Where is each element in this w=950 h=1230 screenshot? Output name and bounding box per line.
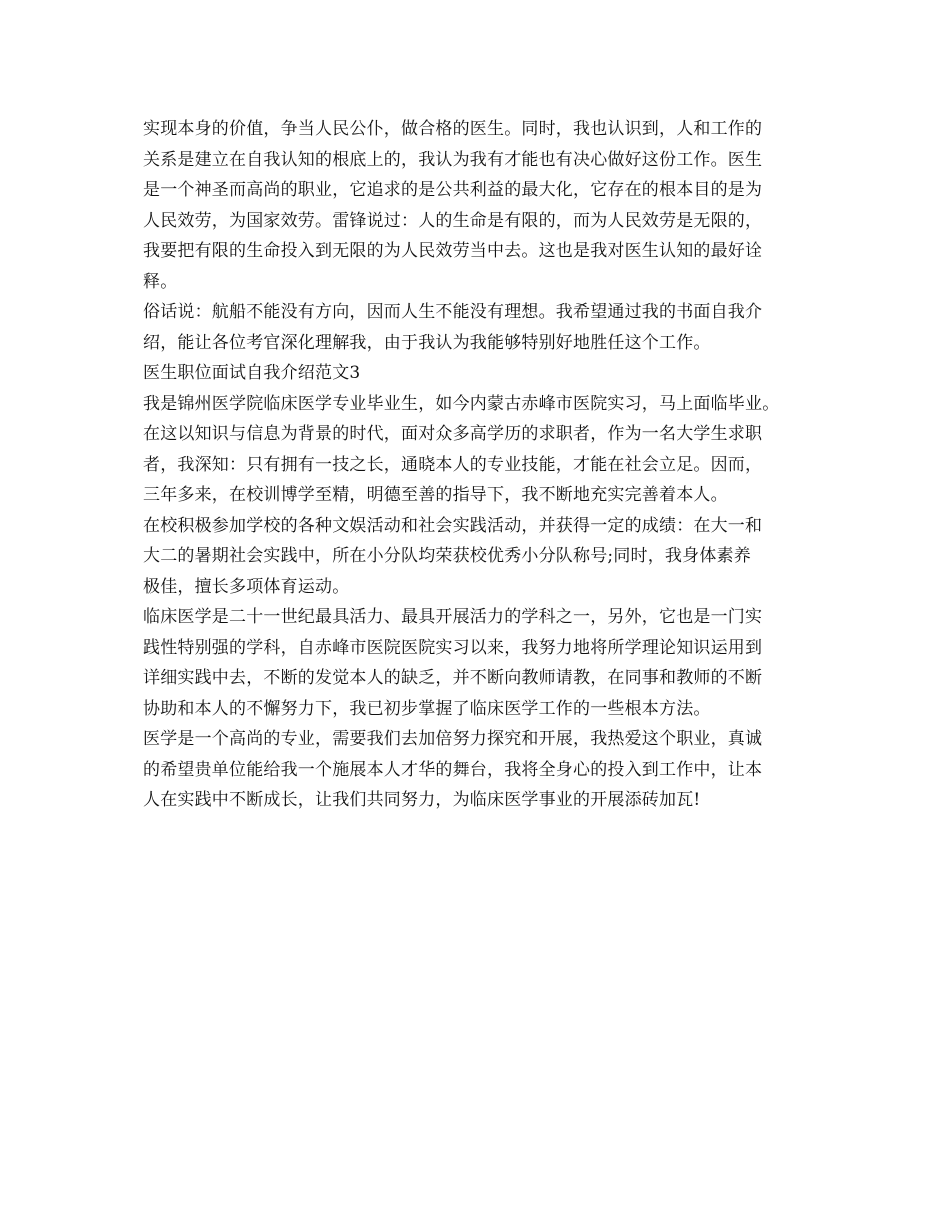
text-line: 是一个神圣而高尚的职业，它追求的是公共利益的最大化，它存在的根本目的是为 [143, 180, 763, 200]
text-line: 大二的暑期社会实践中，所在小分队均荣获校优秀小分队称号;同时，我身体素养 [143, 546, 751, 566]
text-line: 详细实践中去，不断的发觉本人的缺乏，并不断向教师请教，在同事和教师的不断 [143, 668, 763, 688]
text-line: 俗话说：航船不能没有方向，因而人生不能没有理想。我希望通过我的书面自我介 [143, 302, 763, 322]
text-line: 医学是一个高尚的专业，需要我们去加倍努力探究和开展，我热爱这个职业，真诚 [143, 729, 763, 749]
text-line: 极佳，擅长多项体育运动。 [143, 576, 350, 597]
text-line: 人在实践中不断成长，让我们共同努力，为临床医学事业的开展添砖加瓦! [143, 790, 701, 810]
document-body [143, 114, 823, 816]
text-line: 在这以知识与信息为背景的时代，面对众多高学历的求职者，作为一名大学生求职 [143, 424, 763, 444]
text-line: 绍，能让各位考官深化理解我，由于我认为我能够特别好地胜任这个工作。 [143, 332, 711, 353]
text-line: 践性特别强的学科，自赤峰市医院医院实习以来，我努力地将所学理论知识运用到 [143, 637, 763, 658]
text-line: 释。 [143, 271, 178, 292]
text-line: 我是锦州医学院临床医学专业毕业生，如今内蒙古赤峰市医院实习，马上面临毕业。 [143, 393, 780, 414]
text-line: 实现本身的价值，争当人民公仆，做合格的医生。同时，我也认识到，人和工作的 [143, 119, 763, 139]
text-line: 人民效劳，为国家效劳。雷锋说过：人的生命是有限的，而为人民效劳是无限的， [143, 210, 763, 231]
text-line: 临床医学是二十一世纪最具活力、最具开展活力的学科之一，另外，它也是一门实 [143, 607, 763, 627]
text-line: 的希望贵单位能给我一个施展本人才华的舞台，我将全身心的投入到工作中，让本 [143, 759, 763, 780]
text-line: 协助和本人的不懈努力下，我已初步掌握了临床医学工作的一些根本方法。 [143, 698, 711, 719]
text-line: 在校积极参加学校的各种文娱活动和社会实践活动，并获得一定的成绩：在大一和 [143, 515, 763, 536]
text-line: 我要把有限的生命投入到无限的为人民效劳当中去。这也是我对医生认知的最好诠 [143, 241, 763, 261]
text-line: 者，我深知：只有拥有一技之长，通晓本人的专业技能，才能在社会立足。因而， [143, 454, 763, 475]
section-heading: 医生职位面试自我介绍范文3 [143, 363, 361, 383]
text-line: 关系是建立在自我认知的根底上的，我认为我有才能也有决心做好这份工作。医生 [143, 149, 763, 170]
text-line: 三年多来，在校训博学至精，明德至善的指导下，我不断地充实完善着本人。 [143, 485, 728, 505]
